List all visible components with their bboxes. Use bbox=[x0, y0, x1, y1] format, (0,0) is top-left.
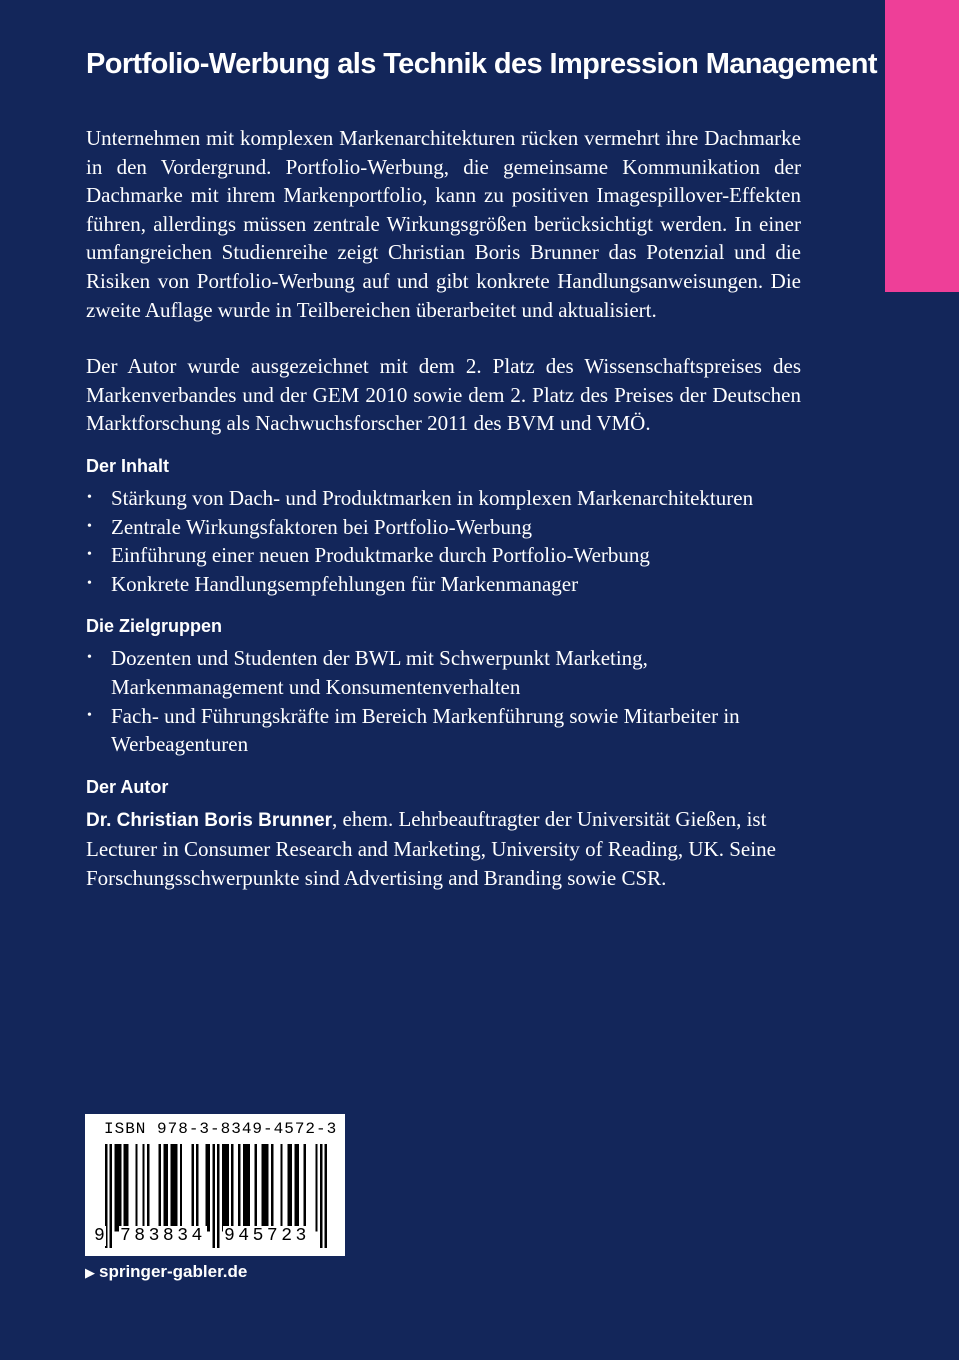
barcode-bar bbox=[266, 1144, 268, 1231]
list-item: • Stärkung von Dach- und Produktmarken in komplexen Markenarchitekturen bbox=[86, 484, 801, 513]
barcode-bar bbox=[159, 1144, 161, 1231]
barcode-bar bbox=[245, 1144, 247, 1231]
list-item: • Dozenten und Studenten der BWL mit Schwerpunkt Marketing, Markenmanagement und Konsumentenverhalten bbox=[86, 644, 801, 701]
author-name: Dr. Christian Boris Brunner bbox=[86, 809, 332, 831]
list-item: • Fach- und Führungskräfte im Bereich Markenführung sowie Mitarbeiter in Werbeagenturen bbox=[86, 702, 801, 759]
list-item: • Konkrete Handlungsempfehlungen für Markenmanager bbox=[86, 570, 801, 599]
inhalt-list bbox=[86, 484, 801, 598]
barcode-bar bbox=[264, 1144, 266, 1231]
play-arrow-icon: ▶ bbox=[85, 1265, 95, 1280]
barcode-bar bbox=[126, 1144, 128, 1231]
barcode-bar bbox=[294, 1144, 296, 1231]
barcode-bar bbox=[163, 1144, 165, 1231]
ean-first-digit: 9 bbox=[94, 1226, 105, 1246]
barcode-bar bbox=[280, 1144, 282, 1231]
barcode-bar bbox=[208, 1144, 210, 1231]
barcode-bar bbox=[315, 1144, 317, 1231]
barcode-bar bbox=[287, 1144, 289, 1231]
publisher-url[interactable]: springer-gabler.de bbox=[99, 1262, 248, 1281]
ean-digits bbox=[93, 1226, 333, 1252]
inhalt-heading: Der Inhalt bbox=[86, 455, 170, 476]
list-item: • Einführung einer neuen Produktmarke durch Portfolio-Werbung bbox=[86, 541, 801, 570]
autor-heading: Der Autor bbox=[86, 776, 169, 797]
barcode-bar bbox=[255, 1144, 257, 1231]
barcode-bar bbox=[290, 1144, 292, 1231]
barcode-bar bbox=[124, 1144, 126, 1231]
award-paragraph: Der Autor wurde ausgezeichnet mit dem 2. Platz des Wissenschaftspreises des Markenverbandes und der GEM 2010 sowie dem 2. Platz des Preises der Deutschen Marktforschung als Nachwuchsforscher 2011 des BVM und VMÖ. bbox=[86, 354, 801, 436]
barcode-bar bbox=[147, 1144, 149, 1231]
barcode-bar bbox=[238, 1144, 240, 1231]
barcode-bar bbox=[170, 1144, 172, 1231]
barcode-bar bbox=[205, 1144, 207, 1231]
barcode-bar bbox=[262, 1144, 264, 1231]
barcode-bar bbox=[173, 1144, 175, 1231]
accent-tab bbox=[885, 0, 959, 292]
barcode-bar bbox=[271, 1144, 273, 1231]
list-item: • Zentrale Wirkungsfaktoren bei Portfolio-Werbung bbox=[86, 513, 801, 542]
barcode-bar bbox=[135, 1144, 137, 1231]
ean-right-group: 945723 bbox=[224, 1226, 310, 1246]
barcode-bar bbox=[222, 1144, 224, 1231]
barcode-bar bbox=[227, 1144, 229, 1231]
barcode-bar bbox=[119, 1144, 121, 1231]
barcode-bar bbox=[142, 1144, 144, 1231]
barcode-bar bbox=[231, 1144, 233, 1231]
barcode-bar bbox=[114, 1144, 116, 1231]
isbn-label: ISBN 978-3-8349-4572-3 bbox=[104, 1120, 338, 1138]
barcode-bar bbox=[248, 1144, 250, 1231]
isbn-barcode bbox=[85, 1114, 345, 1256]
book-title: Portfolio-Werbung als Technik des Impression Management bbox=[86, 48, 877, 80]
barcode-bar bbox=[297, 1144, 299, 1231]
barcode-bar bbox=[196, 1144, 198, 1231]
intro-paragraph: Unternehmen mit komplexen Markenarchitekturen rücken vermehrt ihre Dachmarke in den Vordergrund. Portfolio-Werbung, die gemeinsame Kommunikation der Dachmarke mit ihrem Markenportfolio, kann zu positiven Imagespillover-Effekten führen, allerdings müssen zentrale Wirkungsgrößen berücksichtigt werden. In einer umfangreichen Studienreihe zeigt Christian Boris Brunner das Potenzial und die Risiken von Portfolio-Werbung auf und gibt konkrete Handlungsanweisungen. Die zweite Auflage wurde in Teilbereichen überarbeitet und aktualisiert. bbox=[86, 126, 801, 322]
ean-left-group: 783834 bbox=[120, 1226, 206, 1246]
barcode-bar bbox=[191, 1144, 193, 1231]
barcode-bar bbox=[175, 1144, 177, 1231]
back-cover-content bbox=[86, 40, 877, 892]
barcode-bar bbox=[243, 1144, 245, 1231]
barcode-bar bbox=[304, 1144, 306, 1231]
author-bio bbox=[86, 805, 801, 893]
barcode-bar bbox=[180, 1144, 182, 1231]
publisher-url-line[interactable] bbox=[85, 1262, 247, 1282]
zielgruppen-heading: Die Zielgruppen bbox=[86, 616, 223, 637]
zielgruppen-list bbox=[86, 644, 801, 758]
barcode-bar bbox=[166, 1144, 168, 1231]
barcode-bar bbox=[117, 1144, 119, 1231]
author-bio-text: , ehem. Lehrbeauftragter der Universität Gießen, ist Lecturer in Consumer Research and Marketing, University of Reading, UK. Seine Forschungsschwerpunkte sind Advertising and Branding sowie CSR. bbox=[86, 806, 776, 890]
barcode-bar bbox=[224, 1144, 226, 1231]
